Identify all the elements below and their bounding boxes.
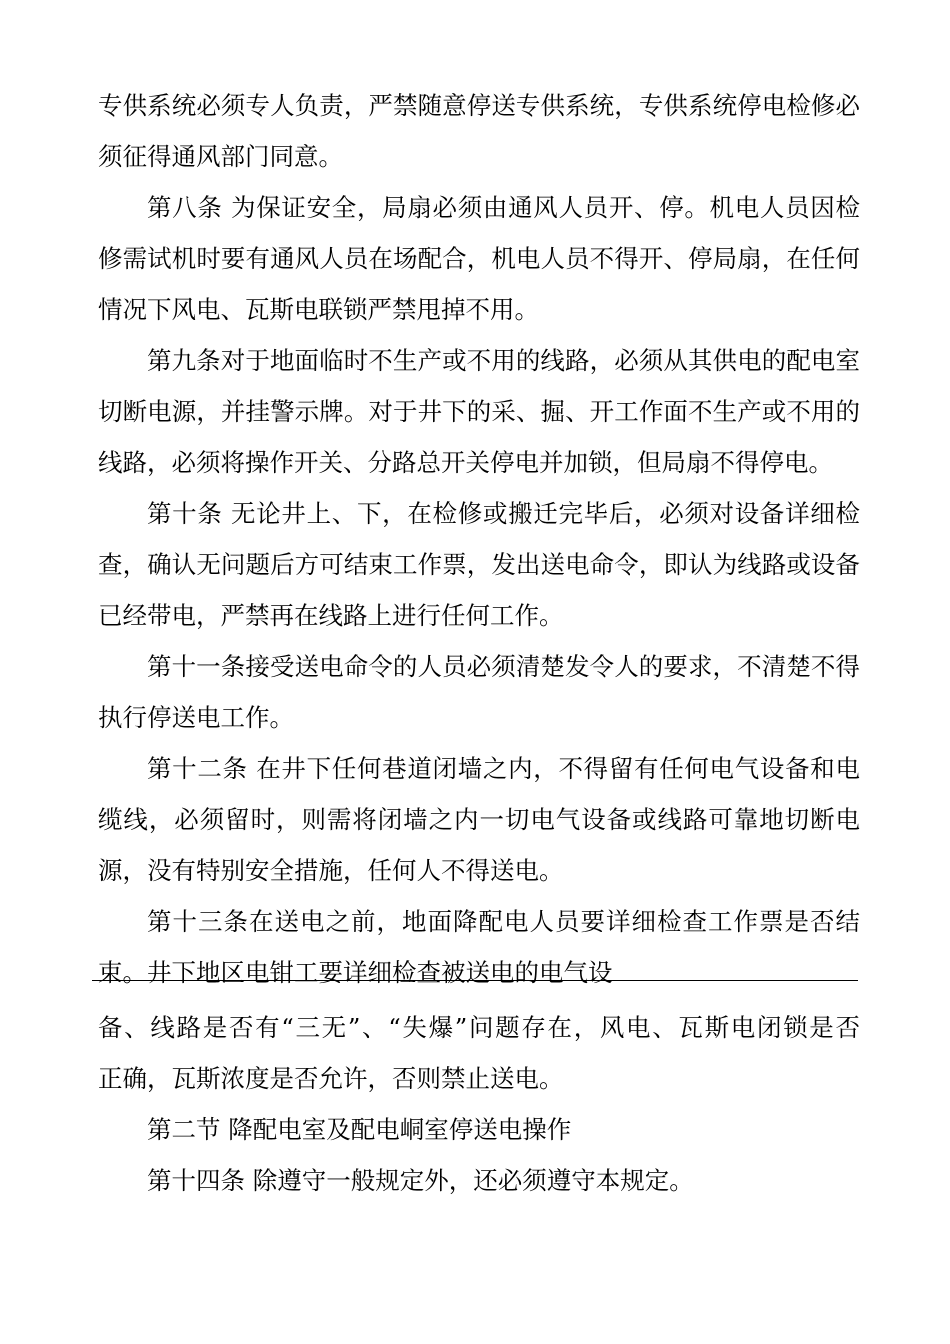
text-line: 情况下风电、瓦斯电联锁严禁甩掉不用。 [98, 295, 539, 324]
text-line: 缆线，必须留时，则需将闭墙之内一切电气设备或线路可靠地切断电 [98, 805, 860, 834]
text-line: 执行停送电工作。 [98, 703, 294, 732]
text-block-upper [98, 80, 860, 998]
text-line: 第十一条接受送电命令的人员必须清楚发令人的要求，不清楚不得 [147, 652, 860, 681]
text-line: 源，没有特别安全措施，任何人不得送电。 [98, 856, 564, 885]
text-line: 修需试机时要有通风人员在场配合，机电人员不得开、停局扇，在任何 [98, 244, 860, 273]
text-line: 已经带电，严禁再在线路上进行任何工作。 [98, 601, 564, 630]
text-line: 正确，瓦斯浓度是否允许，否则禁止送电。 [98, 1064, 564, 1093]
text-line: 专供系统必须专人负责，严禁随意停送专供系统，专供系统停电检修必 [98, 91, 860, 120]
text-line: 线路，必须将操作开关、分路总开关停电并加锁，但局扇不得停电。 [98, 448, 833, 477]
text-line: 第十条 无论井上、下，在检修或搬迁完毕后，必须对设备详细检 [147, 499, 860, 528]
text-line: 第十四条 除遵守一般规定外，还必须遵守本规定。 [147, 1166, 694, 1195]
page-divider [92, 980, 858, 981]
text-line: 第十二条 在井下任何巷道闭墙之内，不得留有任何电气设备和电 [147, 754, 860, 783]
text-line: 第十三条在送电之前，地面降配电人员要详细检查工作票是否结 [147, 907, 860, 936]
text-line: 须征得通风部门同意。 [98, 142, 343, 171]
text-line: 第八条 为保证安全，局扇必须由通风人员开、停。机电人员因检 [147, 193, 860, 222]
text-block-lower [98, 1002, 860, 1206]
text-line: 第二节 降配电室及配电峒室停送电操作 [147, 1115, 572, 1144]
text-line: 查，确认无问题后方可结束工作票，发出送电命令，即认为线路或设备 [98, 550, 860, 579]
text-line: 备、线路是否有“三无”、“失爆”问题存在，风电、瓦斯电闭锁是否 [98, 1013, 860, 1042]
text-line: 束。井下地区电钳工要详细检查被送电的电气设 [98, 958, 613, 987]
text-line: 切断电源，并挂警示牌。对于井下的采、掘、开工作面不生产或不用的 [98, 397, 860, 426]
text-line: 第九条对于地面临时不生产或不用的线路，必须从其供电的配电室 [147, 346, 860, 375]
